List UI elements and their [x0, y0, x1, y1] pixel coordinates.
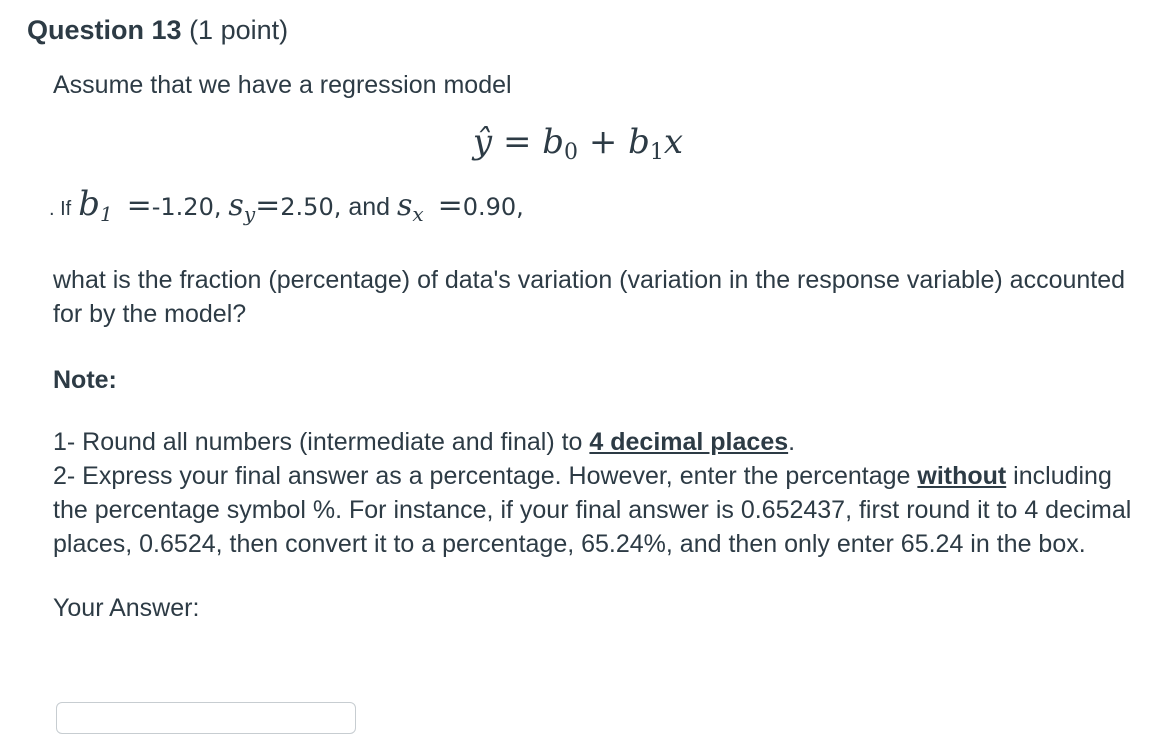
b1-equals: = [126, 188, 152, 223]
sy-subscript: y [243, 202, 256, 226]
note-title: Note: [53, 366, 117, 394]
question-points: (1 point) [189, 15, 289, 45]
question-text: what is the fraction (percentage) of data's variation (variation in the response variable) accounted for by the model? [53, 266, 1126, 328]
b1-given-subscript: 1 [99, 202, 113, 226]
intro-text: Assume that we have a regression model [53, 71, 512, 99]
question-body [49, 68, 1143, 625]
b1-symbol: b [628, 122, 650, 162]
sx-subscript: x [412, 202, 424, 226]
sx-value: 0.90, [462, 193, 524, 221]
note-list [53, 425, 1143, 561]
and-text: and [348, 193, 391, 221]
y-hat-symbol: ŷ [472, 122, 493, 162]
givens-prefix: . If [49, 198, 72, 220]
note-1-end: . [788, 428, 796, 456]
b0-subscript: 0 [564, 140, 579, 165]
sx-equals: = [437, 188, 463, 223]
sy-value: 2.50, [280, 193, 342, 221]
b1-subscript: 1 [649, 140, 664, 165]
equals-sign: = [502, 122, 532, 162]
note-1-text: 1- Round all numbers (intermediate and final) to [53, 428, 590, 456]
note-2-emphasis: without [917, 462, 1007, 490]
note-2-text: 2- Express your final answer as a percentage. However, enter the percentage [53, 462, 918, 490]
sy-symbol: s [228, 188, 244, 223]
b1-given-symbol: b [78, 184, 100, 224]
question-header [27, 12, 288, 48]
b0-symbol: b [542, 122, 565, 162]
note-1-emphasis: 4 decimal places [589, 428, 789, 456]
sy-equals: = [255, 188, 281, 223]
given-values [49, 184, 1143, 229]
note-2-end: including the percentage symbol %. For instance, if your final answer is 0.652437, first round it to 4 decimal places, 0.6524, then convert it to a percentage, 65.24%, and then only enter 65.24 in the box. [53, 462, 1132, 558]
plus-sign: + [588, 122, 618, 162]
x-symbol: x [663, 122, 684, 162]
regression-equation [53, 120, 1143, 164]
answer-label: Your Answer: [53, 594, 200, 622]
question-title: Question 13 [27, 15, 182, 45]
b1-value: -1.20, [151, 193, 222, 221]
answer-input[interactable] [56, 702, 356, 734]
sx-symbol: s [396, 188, 413, 223]
